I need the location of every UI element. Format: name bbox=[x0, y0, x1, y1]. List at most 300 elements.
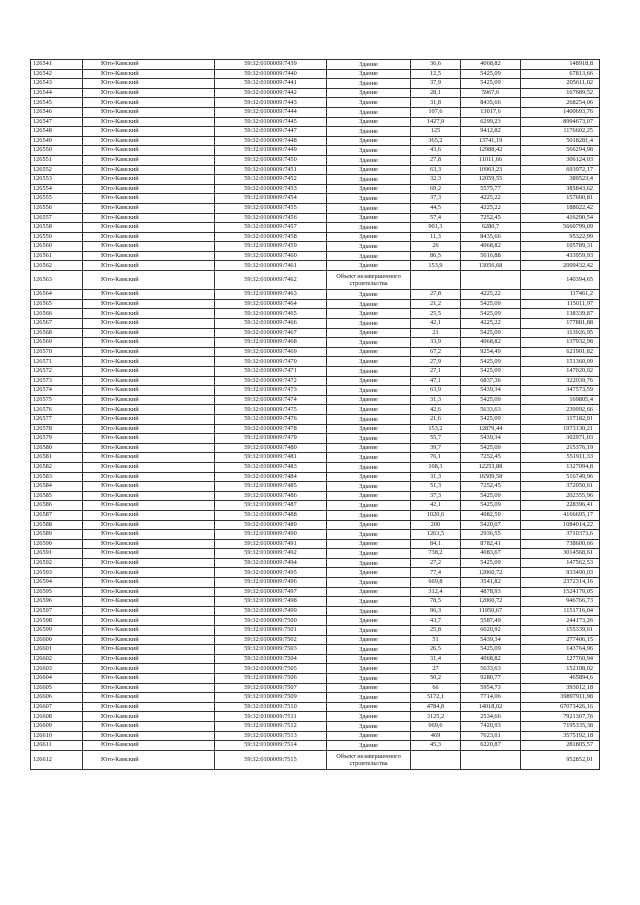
table-row bbox=[31, 290, 600, 300]
object-type-cell: Здание bbox=[327, 434, 411, 444]
specific-value-cell: 4068,82 bbox=[461, 242, 521, 252]
specific-value-cell: 5425,09 bbox=[461, 299, 521, 309]
row-number-cell: 126590 bbox=[31, 539, 83, 549]
district-cell: Юго-Камский bbox=[83, 79, 215, 89]
cadastral-value-cell: 3710373,6 bbox=[521, 530, 600, 540]
row-number-cell: 126592 bbox=[31, 558, 83, 568]
district-cell: Юго-Камский bbox=[83, 616, 215, 626]
table-row bbox=[31, 578, 600, 588]
area-cell: 28,1 bbox=[411, 88, 461, 98]
specific-value-cell: 5425,09 bbox=[461, 395, 521, 405]
cadastral-value-cell: 157600,81 bbox=[521, 194, 600, 204]
row-number-cell: 126601 bbox=[31, 645, 83, 655]
specific-value-cell: 7252,45 bbox=[461, 453, 521, 463]
cadastral-number-cell: 59:32:0100009:7451 bbox=[215, 165, 327, 175]
object-type-cell: Здание bbox=[327, 98, 411, 108]
district-cell: Юго-Камский bbox=[83, 60, 215, 70]
table-row bbox=[31, 568, 600, 578]
object-type-cell: Здание bbox=[327, 357, 411, 367]
area-cell: 26,5 bbox=[411, 645, 461, 655]
area-cell: 37,3 bbox=[411, 194, 461, 204]
table-row bbox=[31, 558, 600, 568]
table-row bbox=[31, 587, 600, 597]
specific-value-cell bbox=[461, 271, 521, 290]
district-cell: Юго-Камский bbox=[83, 69, 215, 79]
area-cell: 37,9 bbox=[411, 79, 461, 89]
row-number-cell: 126574 bbox=[31, 386, 83, 396]
specific-value-cell: 9254,49 bbox=[461, 347, 521, 357]
cadastral-value-cell: 95322,99 bbox=[521, 232, 600, 242]
cadastral-value-cell: 5660799,09 bbox=[521, 223, 600, 233]
object-type-cell: Здание bbox=[327, 328, 411, 338]
row-number-cell: 126595 bbox=[31, 587, 83, 597]
area-cell: 50,2 bbox=[411, 674, 461, 684]
cadastral-number-cell: 59:32:0100009:7472 bbox=[215, 376, 327, 386]
cadastral-value-cell: 465894,6 bbox=[521, 674, 600, 684]
object-type-cell: Здание bbox=[327, 693, 411, 703]
row-number-cell: 126603 bbox=[31, 664, 83, 674]
specific-value-cell: 5425,09 bbox=[461, 443, 521, 453]
table-row bbox=[31, 510, 600, 520]
cadastral-value-cell: 566294,98 bbox=[521, 146, 600, 156]
area-cell: 32,3 bbox=[411, 175, 461, 185]
cadastral-number-cell: 59:32:0100009:7463 bbox=[215, 290, 327, 300]
district-cell: Юго-Камский bbox=[83, 203, 215, 213]
object-type-cell: Здание bbox=[327, 299, 411, 309]
area-cell: 4784,8 bbox=[411, 702, 461, 712]
cadastral-number-cell: 59:32:0100009:7491 bbox=[215, 539, 327, 549]
area-cell: 1263,5 bbox=[411, 530, 461, 540]
object-type-cell: Здание bbox=[327, 462, 411, 472]
area-cell: 31,3 bbox=[411, 395, 461, 405]
row-number-cell: 126602 bbox=[31, 654, 83, 664]
row-number-cell: 126541 bbox=[31, 60, 83, 70]
row-number-cell: 126587 bbox=[31, 510, 83, 520]
specific-value-cell: 5954,73 bbox=[461, 683, 521, 693]
specific-value-cell: 7420,93 bbox=[461, 721, 521, 731]
area-cell: 77,4 bbox=[411, 568, 461, 578]
area-cell: 27,8 bbox=[411, 155, 461, 165]
area-cell: 31,3 bbox=[411, 472, 461, 482]
row-number-cell: 126611 bbox=[31, 741, 83, 751]
specific-value-cell: 5425,09 bbox=[461, 501, 521, 511]
object-type-cell: Здание bbox=[327, 107, 411, 117]
row-number-cell: 126573 bbox=[31, 376, 83, 386]
cadastral-number-cell: 59:32:0100009:7481 bbox=[215, 453, 327, 463]
cadastral-value-cell: 302971,03 bbox=[521, 434, 600, 444]
object-type-cell: Здание bbox=[327, 731, 411, 741]
object-type-cell: Здание bbox=[327, 242, 411, 252]
row-number-cell: 126583 bbox=[31, 472, 83, 482]
cadastral-number-cell: 59:32:0100009:7466 bbox=[215, 319, 327, 329]
district-cell: Юго-Камский bbox=[83, 626, 215, 636]
cadastral-number-cell: 59:32:0100009:7501 bbox=[215, 626, 327, 636]
area-cell: 43,6 bbox=[411, 146, 461, 156]
row-number-cell: 126593 bbox=[31, 568, 83, 578]
object-type-cell: Здание bbox=[327, 472, 411, 482]
specific-value-cell: 9412,82 bbox=[461, 127, 521, 137]
object-type-cell: Здание bbox=[327, 606, 411, 616]
district-cell: Юго-Камский bbox=[83, 319, 215, 329]
area-cell: 96,3 bbox=[411, 606, 461, 616]
cadastral-number-cell: 59:32:0100009:7452 bbox=[215, 175, 327, 185]
cadastral-number-cell: 59:32:0100009:7439 bbox=[215, 60, 327, 70]
specific-value-cell: 12060,72 bbox=[461, 568, 521, 578]
district-cell: Юго-Камский bbox=[83, 654, 215, 664]
district-cell: Юго-Камский bbox=[83, 539, 215, 549]
row-number-cell: 126555 bbox=[31, 194, 83, 204]
object-type-cell: Здание bbox=[327, 635, 411, 645]
district-cell: Юго-Камский bbox=[83, 558, 215, 568]
area-cell: 469 bbox=[411, 731, 461, 741]
object-type-cell: Здание bbox=[327, 597, 411, 607]
district-cell: Юго-Камский bbox=[83, 712, 215, 722]
district-cell: Юго-Камский bbox=[83, 664, 215, 674]
district-cell: Юго-Камский bbox=[83, 578, 215, 588]
object-type-cell: Здание bbox=[327, 165, 411, 175]
object-type-cell: Здание bbox=[327, 491, 411, 501]
object-type-cell: Здание bbox=[327, 741, 411, 751]
district-cell: Юго-Камский bbox=[83, 482, 215, 492]
row-number-cell: 126552 bbox=[31, 165, 83, 175]
district-cell: Юго-Камский bbox=[83, 117, 215, 127]
specific-value-cell: 7252,45 bbox=[461, 482, 521, 492]
table-row bbox=[31, 376, 600, 386]
cadastral-number-cell: 59:32:0100009:7498 bbox=[215, 597, 327, 607]
area-cell: 31,4 bbox=[411, 654, 461, 664]
area-cell: 11,3 bbox=[411, 232, 461, 242]
table-row bbox=[31, 98, 600, 108]
specific-value-cell: 4082,59 bbox=[461, 510, 521, 520]
row-number-cell: 126560 bbox=[31, 242, 83, 252]
object-type-cell: Здание bbox=[327, 520, 411, 530]
area-cell: 21,2 bbox=[411, 299, 461, 309]
cadastral-number-cell: 59:32:0100009:7478 bbox=[215, 424, 327, 434]
area-cell: 5172,1 bbox=[411, 693, 461, 703]
specific-value-cell: 8435,66 bbox=[461, 98, 521, 108]
cadastral-value-cell: 1327094,8 bbox=[521, 462, 600, 472]
object-type-cell: Здание bbox=[327, 674, 411, 684]
object-type-cell: Здание bbox=[327, 539, 411, 549]
row-number-cell: 126553 bbox=[31, 175, 83, 185]
cadastral-number-cell: 59:32:0100009:7499 bbox=[215, 606, 327, 616]
district-cell: Юго-Камский bbox=[83, 424, 215, 434]
cadastral-value-cell: 228396,41 bbox=[521, 501, 600, 511]
cadastral-value-cell: 3014568,61 bbox=[521, 549, 600, 559]
district-cell: Юго-Камский bbox=[83, 491, 215, 501]
row-number-cell: 126589 bbox=[31, 530, 83, 540]
object-type-cell: Объект незавершенного строительства bbox=[327, 271, 411, 290]
row-number-cell: 126588 bbox=[31, 520, 83, 530]
cadastral-value-cell: 137932,98 bbox=[521, 338, 600, 348]
row-number-cell: 126566 bbox=[31, 309, 83, 319]
area-cell: 44,5 bbox=[411, 203, 461, 213]
specific-value-cell: 5439,34 bbox=[461, 386, 521, 396]
district-cell: Юго-Камский bbox=[83, 750, 215, 769]
object-type-cell: Здание bbox=[327, 683, 411, 693]
cadastral-value-cell: 127760,94 bbox=[521, 654, 600, 664]
area-cell: 12,5 bbox=[411, 69, 461, 79]
cadastral-value-cell: 551911,33 bbox=[521, 453, 600, 463]
district-cell: Юго-Камский bbox=[83, 328, 215, 338]
specific-value-cell: 4068,82 bbox=[461, 654, 521, 664]
district-cell: Юго-Камский bbox=[83, 194, 215, 204]
cadastral-number-cell: 59:32:0100009:7444 bbox=[215, 107, 327, 117]
object-type-cell: Здание bbox=[327, 443, 411, 453]
cadastral-value-cell: 67073426,16 bbox=[521, 702, 600, 712]
specific-value-cell: 6280,7 bbox=[461, 223, 521, 233]
area-cell: 1427,9 bbox=[411, 117, 461, 127]
table-row bbox=[31, 530, 600, 540]
row-number-cell: 126575 bbox=[31, 395, 83, 405]
table-row bbox=[31, 60, 600, 70]
row-number-cell: 126581 bbox=[31, 453, 83, 463]
object-type-cell: Здание bbox=[327, 530, 411, 540]
cadastral-value-cell: 4166695,17 bbox=[521, 510, 600, 520]
cadastral-value-cell: 140394,65 bbox=[521, 271, 600, 290]
area-cell: 26 bbox=[411, 242, 461, 252]
cadastral-number-cell: 59:32:0100009:7468 bbox=[215, 338, 327, 348]
specific-value-cell: 4225,22 bbox=[461, 290, 521, 300]
cadastral-value-cell: 138339,87 bbox=[521, 309, 600, 319]
cadastral-number-cell: 59:32:0100009:7515 bbox=[215, 750, 327, 769]
row-number-cell: 126597 bbox=[31, 606, 83, 616]
cadastral-number-cell: 59:32:0100009:7487 bbox=[215, 501, 327, 511]
cadastral-number-cell: 59:32:0100009:7485 bbox=[215, 482, 327, 492]
area-cell: 153,9 bbox=[411, 261, 461, 271]
table-row bbox=[31, 626, 600, 636]
object-type-cell: Здание bbox=[327, 69, 411, 79]
cadastral-number-cell: 59:32:0100009:7448 bbox=[215, 136, 327, 146]
row-number-cell: 126545 bbox=[31, 98, 83, 108]
cadastral-number-cell: 59:32:0100009:7513 bbox=[215, 731, 327, 741]
cadastral-number-cell: 59:32:0100009:7492 bbox=[215, 549, 327, 559]
specific-value-cell: 6020,92 bbox=[461, 626, 521, 636]
district-cell: Юго-Камский bbox=[83, 472, 215, 482]
cadastral-value-cell: 3575192,18 bbox=[521, 731, 600, 741]
object-type-cell: Здание bbox=[327, 127, 411, 137]
cadastral-value-cell: 113926,95 bbox=[521, 328, 600, 338]
object-type-cell: Здание bbox=[327, 721, 411, 731]
table-row bbox=[31, 184, 600, 194]
table-row bbox=[31, 386, 600, 396]
specific-value-cell: 9280,77 bbox=[461, 674, 521, 684]
district-cell: Юго-Камский bbox=[83, 434, 215, 444]
cadastral-number-cell: 59:32:0100009:7461 bbox=[215, 261, 327, 271]
object-type-cell: Здание bbox=[327, 501, 411, 511]
object-type-cell: Здание bbox=[327, 376, 411, 386]
row-number-cell: 126559 bbox=[31, 232, 83, 242]
object-type-cell: Здание bbox=[327, 261, 411, 271]
cadastral-value-cell: 946766,73 bbox=[521, 597, 600, 607]
table-row bbox=[31, 232, 600, 242]
specific-value-cell: 12988,42 bbox=[461, 146, 521, 156]
area-cell: 39,7 bbox=[411, 443, 461, 453]
district-cell: Юго-Камский bbox=[83, 338, 215, 348]
specific-value-cell: 6220,87 bbox=[461, 741, 521, 751]
cadastral-number-cell: 59:32:0100009:7471 bbox=[215, 367, 327, 377]
area-cell: 200 bbox=[411, 520, 461, 530]
object-type-cell: Здание bbox=[327, 60, 411, 70]
cadastral-value-cell: 277406,15 bbox=[521, 635, 600, 645]
object-type-cell: Здание bbox=[327, 395, 411, 405]
table-row bbox=[31, 79, 600, 89]
area-cell: 43,7 bbox=[411, 616, 461, 626]
cadastral-value-cell: 516749,96 bbox=[521, 472, 600, 482]
area-cell: 27,1 bbox=[411, 367, 461, 377]
cadastral-number-cell: 59:32:0100009:7480 bbox=[215, 443, 327, 453]
specific-value-cell: 11011,66 bbox=[461, 155, 521, 165]
district-cell: Юго-Камский bbox=[83, 721, 215, 731]
object-type-cell: Здание bbox=[327, 309, 411, 319]
row-number-cell: 126594 bbox=[31, 578, 83, 588]
object-type-cell: Здание bbox=[327, 645, 411, 655]
district-cell: Юго-Камский bbox=[83, 242, 215, 252]
district-cell: Юго-Камский bbox=[83, 453, 215, 463]
district-cell: Юго-Камский bbox=[83, 520, 215, 530]
district-cell: Юго-Камский bbox=[83, 568, 215, 578]
cadastral-value-cell: 148918,8 bbox=[521, 60, 600, 70]
specific-value-cell: 6837,36 bbox=[461, 376, 521, 386]
cadastral-value-cell: 7921307,76 bbox=[521, 712, 600, 722]
area-cell: 153,2 bbox=[411, 424, 461, 434]
cadastral-value-cell: 389523,4 bbox=[521, 175, 600, 185]
district-cell: Юго-Камский bbox=[83, 376, 215, 386]
row-number-cell: 126570 bbox=[31, 347, 83, 357]
cadastral-value-cell: 2009432,42 bbox=[521, 261, 600, 271]
row-number-cell: 126582 bbox=[31, 462, 83, 472]
specific-value-cell: 12879,44 bbox=[461, 424, 521, 434]
specific-value-cell: 5425,09 bbox=[461, 414, 521, 424]
cadastral-value-cell: 393012,18 bbox=[521, 683, 600, 693]
table-row bbox=[31, 501, 600, 511]
district-cell: Юго-Камский bbox=[83, 165, 215, 175]
cadastral-value-cell: 1151716,04 bbox=[521, 606, 600, 616]
area-cell: 84,1 bbox=[411, 539, 461, 549]
cadastral-number-cell: 59:32:0100009:7455 bbox=[215, 203, 327, 213]
row-number-cell: 126576 bbox=[31, 405, 83, 415]
cadastral-number-cell: 59:32:0100009:7467 bbox=[215, 328, 327, 338]
table-body bbox=[31, 60, 600, 770]
cadastral-number-cell: 59:32:0100009:7464 bbox=[215, 299, 327, 309]
object-type-cell: Здание bbox=[327, 232, 411, 242]
cadastral-value-cell: 117461,2 bbox=[521, 290, 600, 300]
row-number-cell: 126600 bbox=[31, 635, 83, 645]
row-number-cell: 126609 bbox=[31, 721, 83, 731]
object-type-cell: Здание bbox=[327, 223, 411, 233]
area-cell bbox=[411, 271, 461, 290]
object-type-cell: Здание bbox=[327, 616, 411, 626]
table-row bbox=[31, 165, 600, 175]
cadastral-number-cell: 59:32:0100009:7470 bbox=[215, 357, 327, 367]
cadastral-number-cell: 59:32:0100009:7488 bbox=[215, 510, 327, 520]
specific-value-cell: 4068,82 bbox=[461, 60, 521, 70]
area-cell: 42,1 bbox=[411, 501, 461, 511]
cadastral-value-cell: 169805,4 bbox=[521, 395, 600, 405]
cadastral-number-cell: 59:32:0100009:7497 bbox=[215, 587, 327, 597]
cadastral-value-cell: 693972,17 bbox=[521, 165, 600, 175]
area-cell: 63,9 bbox=[411, 386, 461, 396]
row-number-cell: 126584 bbox=[31, 482, 83, 492]
cadastral-value-cell: 105789,31 bbox=[521, 242, 600, 252]
cadastral-value-cell: 347573,59 bbox=[521, 386, 600, 396]
table-row bbox=[31, 549, 600, 559]
table-row bbox=[31, 693, 600, 703]
cadastral-number-cell: 59:32:0100009:7475 bbox=[215, 405, 327, 415]
row-number-cell: 126542 bbox=[31, 69, 83, 79]
district-cell: Юго-Камский bbox=[83, 510, 215, 520]
district-cell: Юго-Камский bbox=[83, 674, 215, 684]
cadastral-value-cell: 147020,02 bbox=[521, 367, 600, 377]
cadastral-value-cell: 147562,53 bbox=[521, 558, 600, 568]
district-cell: Юго-Камский bbox=[83, 731, 215, 741]
district-cell: Юго-Камский bbox=[83, 530, 215, 540]
object-type-cell: Здание bbox=[327, 194, 411, 204]
specific-value-cell: 5425,09 bbox=[461, 367, 521, 377]
table-row bbox=[31, 654, 600, 664]
district-cell: Юго-Камский bbox=[83, 635, 215, 645]
cadastral-number-cell: 59:32:0100009:7457 bbox=[215, 223, 327, 233]
row-number-cell: 126550 bbox=[31, 146, 83, 156]
area-cell: 969,6 bbox=[411, 721, 461, 731]
cadastral-value-cell: 244173,26 bbox=[521, 616, 600, 626]
specific-value-cell: 5425,09 bbox=[461, 69, 521, 79]
cadastral-number-cell: 59:32:0100009:7500 bbox=[215, 616, 327, 626]
object-type-cell: Здание bbox=[327, 338, 411, 348]
table-row bbox=[31, 453, 600, 463]
table-row bbox=[31, 194, 600, 204]
cadastral-value-cell: 2372314,16 bbox=[521, 578, 600, 588]
specific-value-cell: 10963,23 bbox=[461, 165, 521, 175]
cadastral-value-cell: 177881,88 bbox=[521, 319, 600, 329]
district-cell: Юго-Камский bbox=[83, 395, 215, 405]
cadastral-number-cell: 59:32:0100009:7476 bbox=[215, 414, 327, 424]
cadastral-value-cell: 7195335,38 bbox=[521, 721, 600, 731]
cadastral-number-cell: 59:32:0100009:7512 bbox=[215, 721, 327, 731]
cadastral-value-cell: 202355,96 bbox=[521, 491, 600, 501]
area-cell: 78,5 bbox=[411, 597, 461, 607]
cadastral-number-cell: 59:32:0100009:7441 bbox=[215, 79, 327, 89]
object-type-cell: Здание bbox=[327, 290, 411, 300]
table-row bbox=[31, 213, 600, 223]
area-cell: 669,8 bbox=[411, 578, 461, 588]
row-number-cell: 126607 bbox=[31, 702, 83, 712]
cadastral-value-cell: 5018281,4 bbox=[521, 136, 600, 146]
row-number-cell: 126572 bbox=[31, 367, 83, 377]
area-cell: 31,8 bbox=[411, 98, 461, 108]
area-cell: 27,9 bbox=[411, 357, 461, 367]
row-number-cell: 126546 bbox=[31, 107, 83, 117]
specific-value-cell: 5425,09 bbox=[461, 309, 521, 319]
district-cell: Юго-Камский bbox=[83, 299, 215, 309]
table-row bbox=[31, 472, 600, 482]
row-number-cell: 126586 bbox=[31, 501, 83, 511]
cadastral-value-cell: 1400693,76 bbox=[521, 107, 600, 117]
table-row bbox=[31, 271, 600, 290]
district-cell: Юго-Камский bbox=[83, 693, 215, 703]
area-cell: 27 bbox=[411, 664, 461, 674]
row-number-cell: 126577 bbox=[31, 414, 83, 424]
area-cell: 1020,6 bbox=[411, 510, 461, 520]
row-number-cell: 126564 bbox=[31, 290, 83, 300]
specific-value-cell: 4878,93 bbox=[461, 587, 521, 597]
cadastral-value-cell: 952852,01 bbox=[521, 750, 600, 769]
row-number-cell: 126569 bbox=[31, 338, 83, 348]
table-row bbox=[31, 127, 600, 137]
cadastral-number-cell: 59:32:0100009:7453 bbox=[215, 184, 327, 194]
table-row bbox=[31, 635, 600, 645]
row-number-cell: 126610 bbox=[31, 731, 83, 741]
